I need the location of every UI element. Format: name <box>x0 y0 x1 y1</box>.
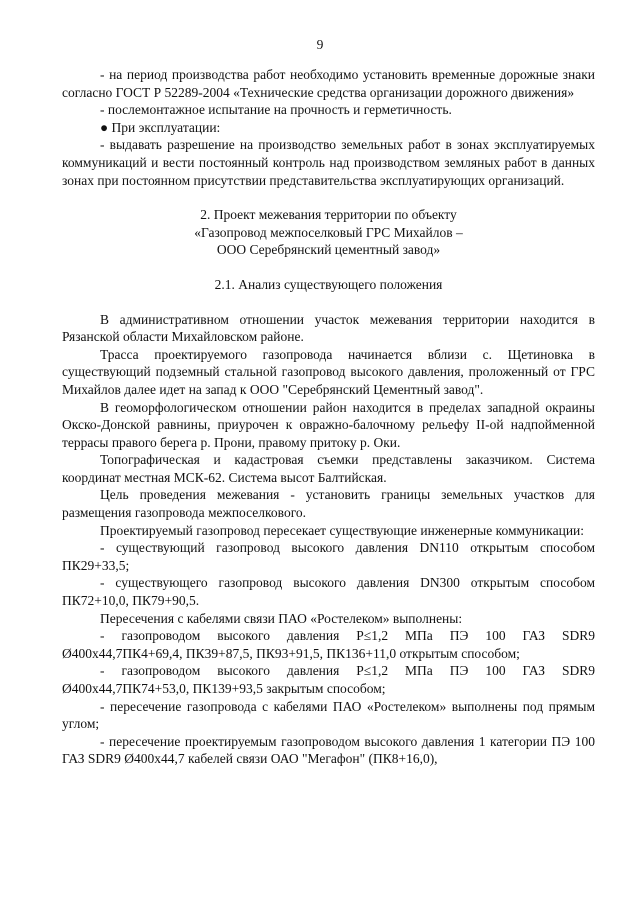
paragraph-operation-heading: ● При эксплуатации: <box>100 119 221 135</box>
paragraph-purpose: Цель проведения межевания - установить границы земельных участков для размещения газопровода межпоселкового. <box>62 487 595 521</box>
paragraph-post-install-test: - послемонтажное испытание на прочность и герметичность. <box>100 102 452 118</box>
page-content <box>62 66 595 768</box>
paragraph-crossings-intro: Проектируемый газопровод пересекает существующие инженерные коммуникации: <box>100 522 585 538</box>
section-title-line-1: 2. Проект межевания территории по объекту <box>200 207 457 223</box>
paragraph-administrative: В административном отношении участок межевания территории находится в Рязанской области Михайловском районе. <box>62 311 595 345</box>
section-title-line-2: «Газопровод межпоселковый ГРС Михайлов – <box>194 224 463 240</box>
paragraph-earthwork-permit: - выдавать разрешение на производство земельных работ в зонах эксплуатируемых коммуникаций и вести постоянный контроль над производством земляных работ в данных зонах при постоянном присутствии представительства эксплуатирующих организаций. <box>62 137 595 188</box>
paragraph-right-angle: - пересечение газопровода с кабелями ПАО «Ростелеком» выполнены под прямым углом; <box>62 698 595 732</box>
paragraph-route: Трасса проектируемого газопровода начинается вблизи с. Щетиновка в существующий подземный стальной газопровод высокого давления, проложенный от ГРС Михайлов далее идет на запад к ООО "Серебрянский Цементный завод". <box>62 346 595 397</box>
paragraph-crossing-dn300: - существующего газопровод высокого давления DN300 открытым способом ПК72+10,0, ПК79+90,5. <box>62 575 595 609</box>
page-number: 9 <box>316 37 324 52</box>
paragraph-survey: Топографическая и кадастровая съемки представлены заказчиком. Система координат местная МСК-62. Система высот Балтийская. <box>62 452 595 485</box>
subsection-title: 2.1. Анализ существующего положения <box>214 276 443 292</box>
paragraph-rostelecom-closed: - газопроводом высокого давления Р≤1,2 МПа ПЭ 100 ГАЗ SDR9 Ø400х44,7ПК74+53,0, ПК139+93,5 закрытым способом; <box>62 663 595 696</box>
paragraph-geomorphology: В геоморфологическом отношении район находится в пределах западной окраины Окско-Донской равнины, приурочен к овражно-балочному рельефу II-ой надпойменной террасы правого берега р. Прони, правому притоку р. Оки. <box>62 399 595 450</box>
paragraph-road-signs: - на период производства работ необходимо установить временные дорожные знаки согласно ГОСТ Р 52289-2004 «Технические средства организации дорожного движения» <box>62 67 595 100</box>
paragraph-crossing-dn110: - существующий газопровод высокого давления DN110 открытым способом ПК29+33,5; <box>62 540 595 573</box>
paragraph-megafon: - пересечение проектируемым газопроводом высокого давления 1 категории ПЭ 100 ГАЗ SDR9 Ø400х44,7 кабелей связи ОАО "Мегафон" (ПК8+16,0), <box>62 733 595 767</box>
paragraph-rostelecom-open: - газопроводом высокого давления Р≤1,2 МПа ПЭ 100 ГАЗ SDR9 Ø400х44,7ПК4+69,4, ПК39+87,5, ПК93+91,5, ПК136+11,0 открытым способом; <box>62 628 595 661</box>
section-title-line-3: ООО Серебрянский цементный завод» <box>216 242 441 258</box>
paragraph-rostelecom-intro: Пересечения с кабелями связи ПАО «Ростелеком» выполнены: <box>100 610 463 626</box>
